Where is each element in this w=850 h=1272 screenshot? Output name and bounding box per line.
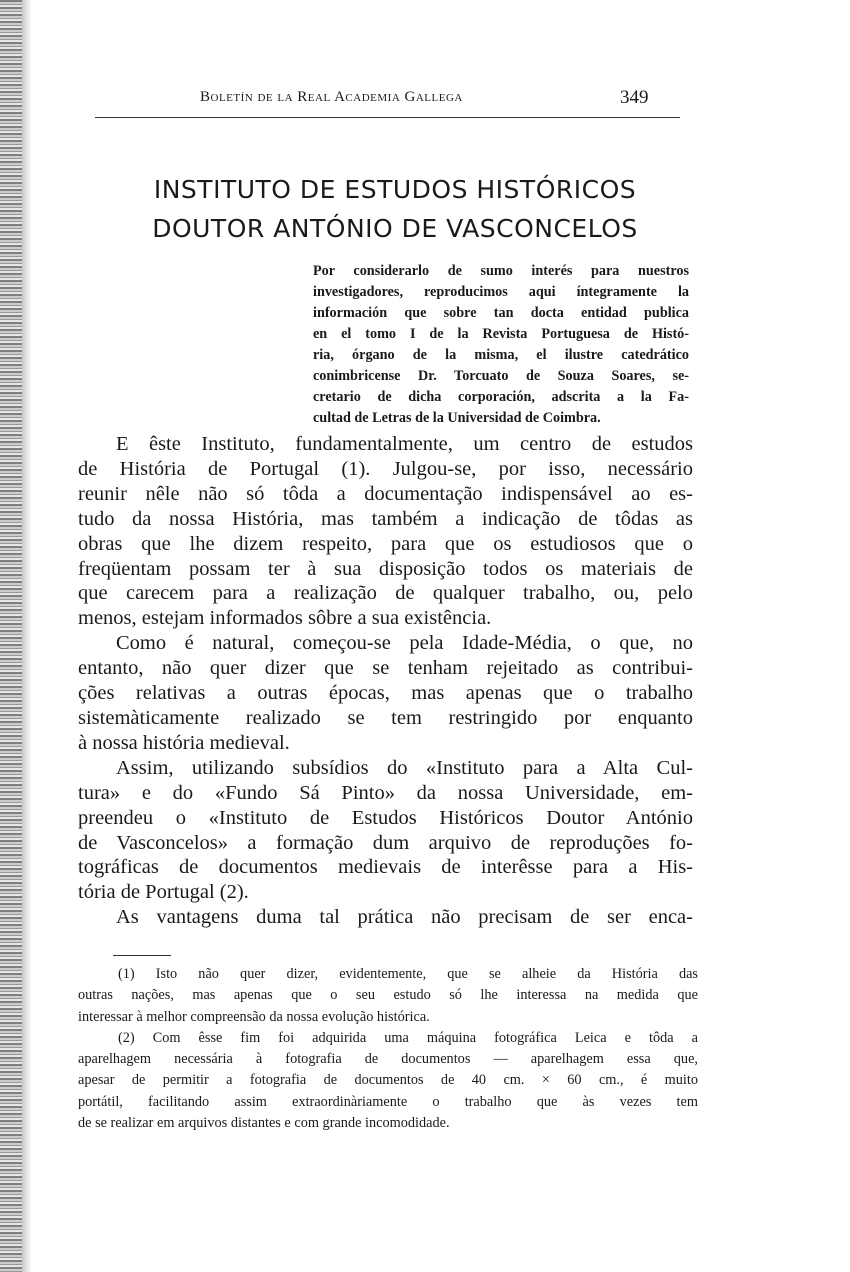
footnote-line: outras nações, mas apenas que o seu estudo só lhe interessa na medida que (78, 987, 698, 1004)
body-line: tudo da nossa História, mas também a indicação de tôdas as (78, 507, 693, 530)
footnotes (78, 964, 698, 1134)
body-line: tográficas de documentos medievais de interêsse para a His- (78, 856, 693, 879)
body-line: ções relativas a outras épocas, mas apenas que o trabalho (78, 682, 693, 705)
page-number: 349 (620, 87, 649, 108)
article-title-line-1: INSTITUTO DE ESTUDOS HISTÓRICOS (153, 175, 637, 204)
header-rule (95, 117, 680, 118)
body-line: preendeu o «Instituto de Estudos Históricos Doutor António (78, 806, 693, 829)
body-line: de Vasconcelos» a formação dum arquivo de reproduções fo- (78, 831, 693, 854)
running-head: Boletín de la Real Academia Gallega (200, 89, 463, 105)
editorial-note-line: ria, órgano de la misma, el ilustre catedrático (313, 347, 689, 363)
body-line: E êste Instituto, fundamentalmente, um centro de estudos (116, 433, 693, 455)
editorial-note-line: cretario de dicha corporación, adscrita a la Fa- (313, 389, 689, 405)
body-line: entanto, não quer dizer que se tenham rejeitado as contribui- (78, 657, 693, 680)
body-line: obras que lhe dizem respeito, para que os estudiosos que o (78, 532, 693, 555)
body-line: de História de Portugal (1). Julgou-se, por isso, necessário (78, 457, 693, 480)
footnote-line: aparelhagem necessária à fotografia de documentos — aparelhagem essa que, (78, 1051, 698, 1068)
footnote-line: portátil, facilitando assim extraordinàriamente o trabalho que às vezes tem (78, 1093, 698, 1110)
footnote-line: interessar à melhor compreensão da nossa evolução histórica. (78, 1008, 430, 1025)
body-line: As vantagens duma tal prática não precisam de ser enca- (116, 906, 693, 929)
editorial-note-line: Por considerarlo de sumo interés para nuestros (313, 263, 689, 279)
footnote-line: de se realizar em arquivos distantes e com grande incomodidade. (78, 1115, 450, 1132)
editorial-note-line: información que sobre tan docta entidad publica (313, 305, 689, 321)
body-line: tória de Portugal (2). (78, 881, 249, 904)
footnote-line: (1) Isto não quer dizer, evidentemente, que se alheie da História das (118, 966, 698, 982)
body-line: que carecem para a realização de qualquer trabalho, ou, pelo (78, 582, 693, 605)
body-line: Assim, utilizando subsídios do «Instituto para a Alta Cul- (116, 756, 693, 779)
body-line: à nossa história medieval. (78, 731, 290, 754)
body-line: Como é natural, começou-se pela Idade-Média, o que, no (116, 632, 693, 655)
footnote-line: apesar de permitir a fotografia de documentos de 40 cm. × 60 cm., é muito (78, 1072, 698, 1089)
body-text (78, 432, 693, 930)
footnote-line: (2) Com êsse fim foi adquirida uma máquina fotográfica Leica e tôda a (118, 1029, 698, 1046)
editorial-note-line: conimbricense Dr. Torcuato de Souza Soares, se- (313, 368, 689, 384)
editorial-note-line: cultad de Letras de la Universidad de Coimbra. (313, 410, 601, 426)
body-line: reunir nêle não só tôda a documentação indispensável ao es- (78, 482, 693, 505)
body-line: freqüentam possam ter à sua disposição todos os materiais de (78, 557, 693, 580)
editorial-note-line: investigadores, reproducimos aqui íntegramente la (313, 284, 689, 300)
editorial-note-line: en el tomo I de la Revista Portuguesa de Histó- (313, 326, 689, 342)
body-line: tura» e do «Fundo Sá Pinto» da nossa Universidade, em- (78, 781, 693, 804)
footnote-rule (113, 955, 171, 956)
editorial-note (313, 261, 689, 429)
body-line: menos, estejam informados sôbre a sua existência. (78, 607, 492, 630)
article-title-line-2: DOUTOR ANTÓNIO DE VASCONCELOS (152, 214, 638, 243)
body-line: sistemàticamente realizado se tem restringido por enquanto (78, 706, 693, 729)
